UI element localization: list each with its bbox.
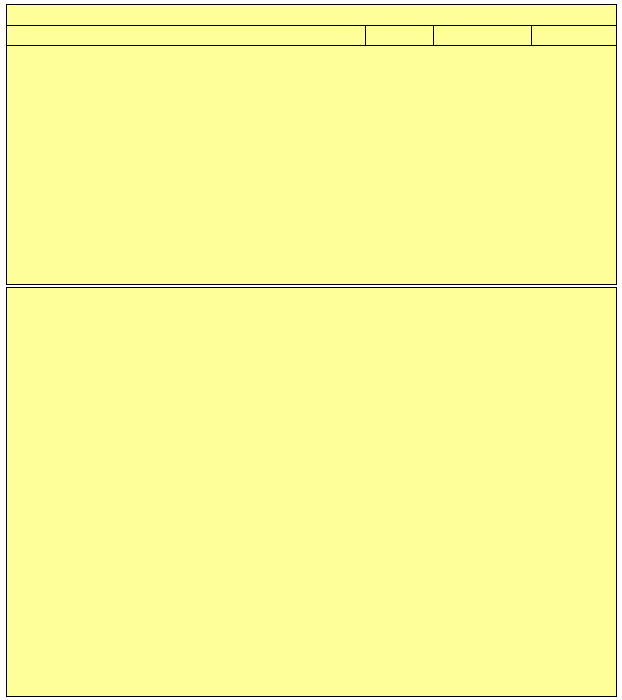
header-diff xyxy=(366,25,434,46)
standings-title xyxy=(7,5,616,25)
header-spiele xyxy=(434,25,532,46)
header-punkte xyxy=(531,25,616,46)
header-kugeln xyxy=(240,25,366,46)
matchday-results xyxy=(6,287,617,697)
standings-grid xyxy=(7,5,616,46)
table-label xyxy=(7,25,240,46)
standings-table xyxy=(6,4,617,285)
